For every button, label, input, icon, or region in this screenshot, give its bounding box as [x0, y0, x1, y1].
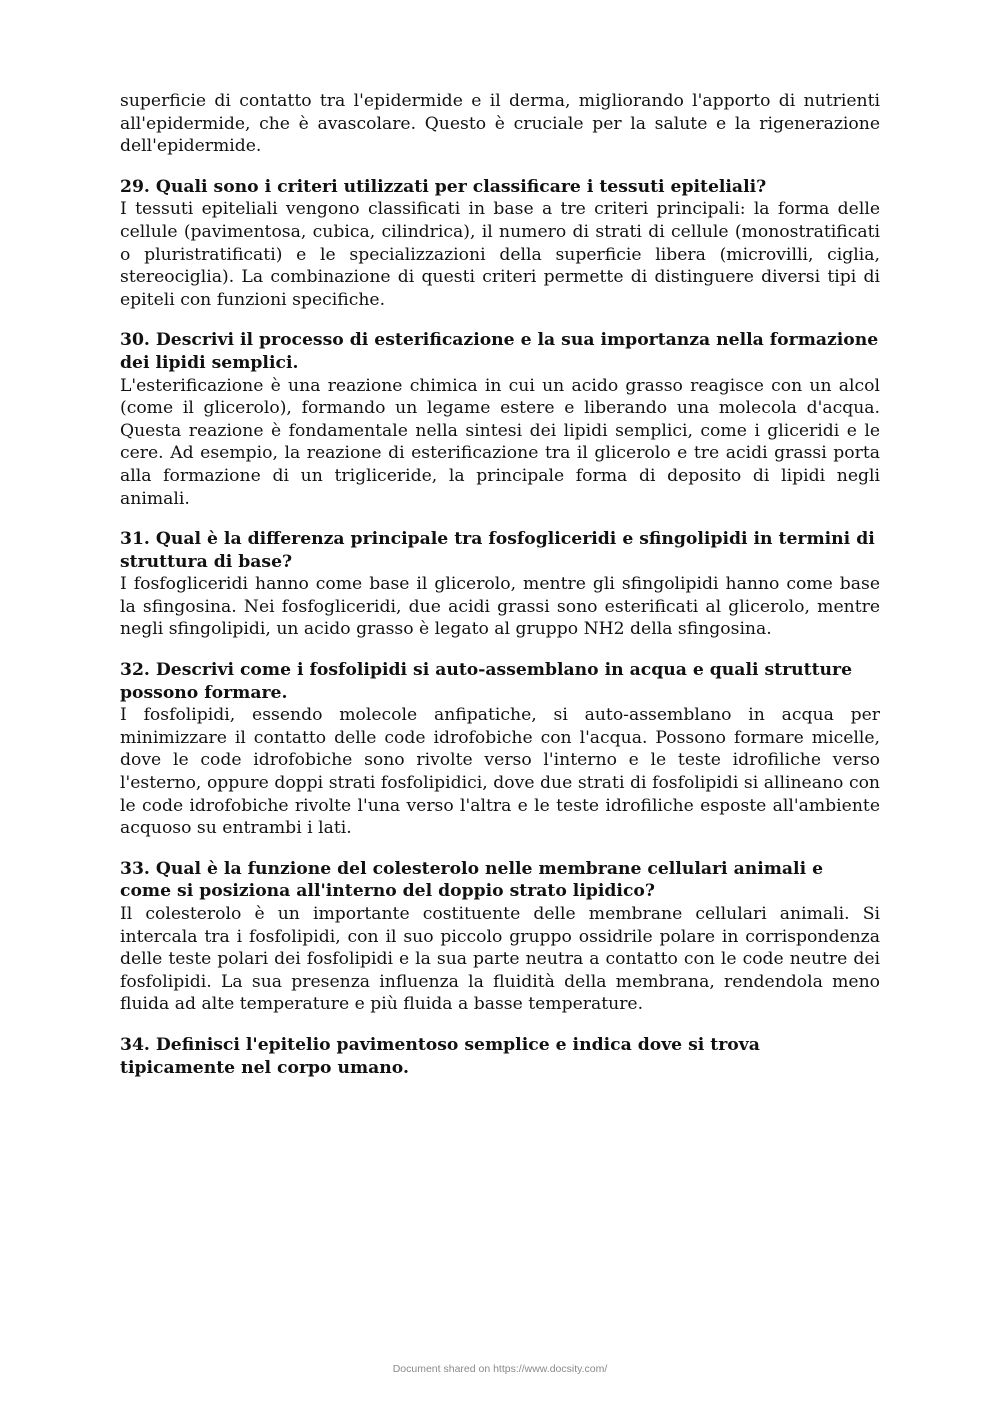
question-32: 32. Descrivi come i fosfolipidi si auto-assemblano in acqua e quali strutture possono formare.	[120, 660, 853, 703]
answer-32: I fosfolipidi, essendo molecole anfipatiche, si auto-assemblano in acqua per minimizzare il contatto delle code idrofobiche con l'acqua. Possono formare micelle, dove le code idrofobiche sono rivolte verso l'interno e le teste idrofiliche verso l'esterno, oppure doppi strati fosfolipidici, dove due strati di fosfolipidi si allineano con le code idrofobiche rivolte l'una verso l'altra e le teste idrofiliche esposte all'ambiente acquoso su entrambi i lati.	[120, 705, 880, 839]
question-33: 33. Qual è la funzione del colesterolo nelle membrane cellulari animali e come si posiziona all'interno del doppio strato lipidico?	[120, 858, 824, 902]
answer-33: Il colesterolo è un importante costituente delle membrane cellulari animali. Si intercala tra i fosfolipidi, con il suo piccolo gruppo ossidrile polare in corrispondenza delle teste polari dei fosfolipidi e la sua parte neutra a contatto con le code neutre dei fosfolipidi. La sua presenza influenza la fluidità della membrana, rendendola meno fluida ad alte temperature e più fluida a basse temperature.	[120, 904, 880, 1015]
intro-paragraph: superficie di contatto tra l'epidermide e il derma, migliorando l'apporto di nutrienti all'epidermide, che è avascolare. Questo è cruciale per la salute e la rigenerazione dell'epidermide.	[120, 91, 880, 157]
answer-30: L'esterificazione è una reazione chimica in cui un acido grasso reagisce con un alcol (come il glicerolo), formando un legame estere e liberando una molecola d'acqua. Questa reazione è fondamentale nella sintesi dei lipidi semplici, come i gliceridi e le cere. Ad esempio, la reazione di esterificazione tra il glicerolo e tre acidi grassi porta alla formazione di un trigliceride, la principale forma di deposito di lipidi negli animali.	[120, 375, 880, 509]
question-29: 29. Quali sono i criteri utilizzati per classificare i tessuti epiteliali?	[120, 176, 767, 197]
answer-29: I tessuti epiteliali vengono classificati in base a tre criteri principali: la forma delle cellule (pavimentosa, cubica, cilindrica), il numero di strati di cellule (monostratificati o pluristratificati) e le specializzazioni della superficie libera (microvilli, ciglia, stereociglia). La combinazione di questi criteri permette di distinguere diversi tipi di epiteli con funzioni specifiche.	[120, 199, 880, 310]
answer-31: I fosfogliceridi hanno come base il glicerolo, mentre gli sfingolipidi hanno come base la sfingosina. Nei fosfogliceridi, due acidi grassi sono esterificati al glicerolo, mentre negli sfingolipidi, un acido grasso è legato al gruppo NH2 della sfingosina.	[120, 574, 880, 640]
question-30: 30. Descrivi il processo di esterificazione e la sua importanza nella formazione dei lipidi semplici.	[120, 330, 879, 373]
question-34: 34. Definisci l'epitelio pavimentoso semplice e indica dove si trova tipicamente nel corpo umano.	[120, 1034, 760, 1078]
question-31: 31. Qual è la differenza principale tra fosfogliceridi e sfingolipidi in termini di struttura di base?	[120, 529, 875, 572]
document-page	[120, 90, 880, 1079]
footer-attribution: Document shared on https://www.docsity.com/	[392, 1363, 608, 1375]
